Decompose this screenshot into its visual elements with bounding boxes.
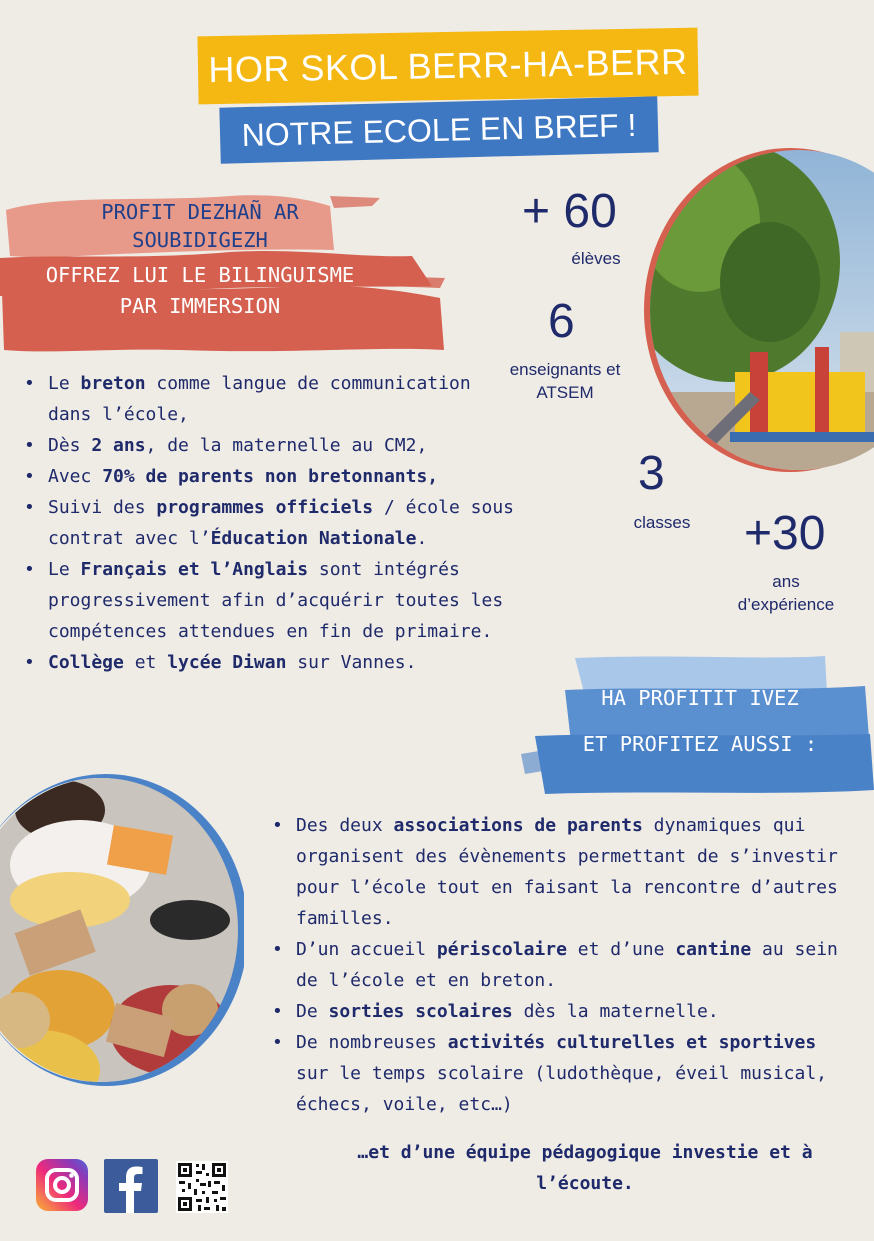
stat-classes-label: classes [633, 513, 691, 532]
subtitle-banner [219, 96, 658, 163]
immersion-heading [0, 198, 400, 320]
stat-classes-number: 3 [638, 447, 665, 500]
profit-line-1: HA PROFITIT IVEZ [601, 686, 799, 710]
closing-line-1: …et d’une équipe pédagogique investie et à [357, 1142, 813, 1163]
list-item: • Dès 2 ans, de la maternelle au CM2, [20, 430, 520, 461]
list-item: • Avec 70% de parents non bretonnants, [20, 461, 520, 492]
benefits-list [268, 810, 848, 1120]
closing-line-2: l’écoute. [536, 1173, 634, 1194]
instagram-icon[interactable] [36, 1159, 88, 1211]
stat-teachers-number: 6 [548, 295, 575, 348]
list-item: • Collège et lycée Diwan sur Vannes. [20, 647, 520, 678]
list-item: • Le breton comme langue de communication dans l’école, [20, 368, 520, 430]
children-photo [0, 770, 244, 1090]
list-item: • Suivi des programmes officiels / école sous contrat avec l’Éducation Nationale. [20, 492, 520, 554]
immersion-line-4: PAR IMMERSION [119, 294, 281, 318]
immersion-line-3: OFFREZ LUI LE BILINGUISME [45, 263, 355, 287]
stat-teachers-label: enseignants et ATSEM [509, 360, 621, 402]
list-item: • D’un accueil périscolaire et d’une cantine au sein de l’école et en breton. [268, 934, 848, 996]
stat-students-label: élèves [571, 249, 621, 268]
profit-line-2: ET PROFITEZ AUSSI : [582, 732, 818, 756]
stat-experience-number: +30 [744, 507, 826, 560]
closing-statement [330, 1137, 840, 1199]
list-item: • Le Français et l’Anglais sont intégrés progressivement afin d’acquérir toutes les compétences attendues en fin de primaire. [20, 554, 520, 647]
page-title: HOR SKOL BERR-HA-BERR [208, 40, 688, 91]
stat-experience-label: ans d’expérience [737, 572, 835, 614]
qr-code-icon[interactable] [176, 1161, 228, 1213]
title-banner [197, 28, 698, 105]
immersion-line-1: PROFIT DEZHAÑ AR [101, 200, 299, 224]
stat-students-number: + 60 [522, 185, 617, 238]
list-item: • De nombreuses activités culturelles et sportives sur le temps scolaire (ludothèque, éveil musical, échecs, voile, etc…) [268, 1027, 848, 1120]
immersion-line-2: SOUBIDIGEZH [132, 228, 268, 252]
page-subtitle: NOTRE ECOLE EN BREF ! [241, 106, 637, 153]
list-item: • Des deux associations de parents dynamiques qui organisent des évènements permettant de s’investir pour l’école tout en faisant la rencontre d’autres familles. [268, 810, 848, 934]
list-item: • De sorties scolaires dès la maternelle. [268, 996, 848, 1027]
school-features-list [20, 368, 520, 678]
playground-photo [640, 142, 874, 478]
facebook-icon[interactable] [104, 1159, 158, 1213]
profit-heading [540, 686, 860, 756]
